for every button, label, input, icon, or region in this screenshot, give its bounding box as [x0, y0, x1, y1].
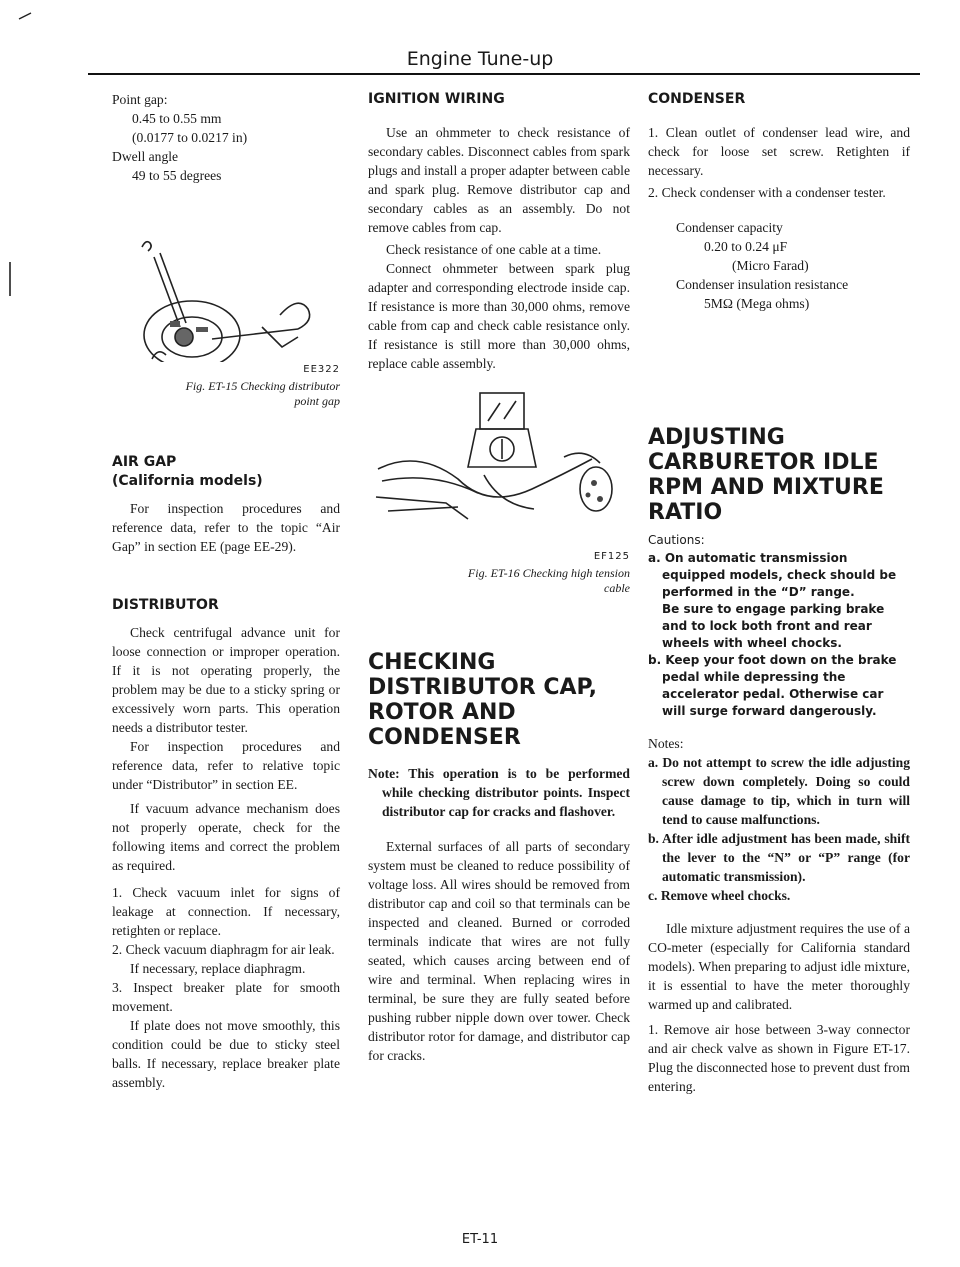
note-b: b. After idle adjustment has been made, shift the lever to the “N” or “P” range (for automatic transmission).: [648, 831, 910, 884]
scan-mark-top-left: [18, 12, 32, 20]
distributor-point-gap-figure: [112, 187, 340, 362]
fig-code-ef125: EF125: [593, 551, 630, 562]
distributor-item-1: 1. Check vacuum inlet for signs of leakage at connection. If necessary, retighten or replace.: [112, 885, 340, 938]
caution-a: a. On automatic transmission equipped models, check should be performed in the “D” range.: [648, 551, 897, 599]
column-middle: [368, 90, 630, 1065]
spec-capacity-value: 0.20 to 0.24 μF: [704, 239, 788, 254]
distributor-para-2: For inspection procedures and reference data, refer to relative topic under “Distributor” in section EE.: [112, 739, 340, 792]
fig-caption-et16-line1: Fig. ET-16 Checking high tension: [467, 566, 630, 580]
spec-dwell-value: 49 to 55 degrees: [132, 168, 222, 183]
ohmmeter-cable-figure: [368, 387, 630, 567]
air-gap-text: For inspection procedures and reference data, refer to the topic “Air Gap” in section EE (page EE-29).: [112, 501, 340, 554]
fig-caption-et15-line2: point gap: [294, 394, 340, 408]
section-heading-adjusting-line1: ADJUSTING: [648, 425, 785, 450]
column-right: [648, 90, 910, 1096]
section-heading-distributor: DISTRIBUTOR: [112, 597, 219, 613]
spec-dwell-label: Dwell angle: [112, 149, 179, 164]
section-heading-checking-cap-line3: ROTOR AND: [368, 700, 516, 725]
section-heading-adjusting-line3: RPM AND MIXTURE: [648, 475, 884, 500]
fig-caption-et15-line1: Fig. ET-15 Checking distributor: [185, 379, 340, 393]
section-heading-adjusting-line4: RATIO: [648, 500, 723, 525]
ignition-para-2: Check resistance of one cable at a time.: [386, 242, 602, 257]
column-left: [112, 90, 340, 1092]
page-header-title: Engine Tune-up: [406, 48, 554, 70]
distributor-item-3b: If plate does not move smoothly, this condition could be due to sticky steel balls. If necessary, replace breaker plate assembly.: [112, 1018, 340, 1090]
fig-caption-et16-line2: cable: [604, 581, 630, 595]
checking-para-1: External surfaces of all parts of secondary system must be cleaned to reduce possibility of voltage loss. All wires should be removed from distributor cap and coil so that terminals can be inspected and cleaned. Burned or corroded terminals indicate that wires are not fully seated, which causes arcing between end of wire and terminal. When replacing wires in terminal, be sure they are fully seated before pushing rubber nipple down over tower. Check distributor rotor for damage, and distributor cap for cracks.: [368, 839, 630, 1063]
section-subheading-california: (California models): [112, 473, 263, 489]
note-a: a. Do not attempt to screw the idle adjusting screw down completely. Doing so could cause damage to tip, which in turn will tend to cause malfunctions.: [648, 755, 910, 827]
section-heading-checking-cap-line4: CONDENSER: [368, 725, 521, 750]
fig-code-ee322: EE322: [303, 364, 340, 375]
spec-point-gap-label: Point gap:: [112, 92, 168, 107]
distributor-para-1: Check centrifugal advance unit for loose connection or improper operation. If it is not operating properly, the problem may be due to a sticky spring or excessively worn parts. This operation needs a distributor tester.: [112, 625, 340, 735]
distributor-para-3: If vacuum advance mechanism does not properly operate, check for the following items and correct the problem as required.: [112, 801, 340, 873]
section-heading-condenser: CONDENSER: [648, 91, 746, 107]
cautions-label: Cautions:: [648, 533, 705, 547]
section-heading-checking-cap-line1: CHECKING: [368, 650, 496, 675]
distributor-item-2b: If necessary, replace diaphragm.: [130, 961, 306, 976]
caution-a2: Be sure to engage parking brake and to lock both front and rear wheels with wheel chocks.: [662, 602, 885, 650]
scan-mark-left: [8, 262, 12, 296]
section-heading-adjusting-line2: CARBURETOR IDLE: [648, 450, 879, 475]
condenser-item-1: 1. Clean outlet of condenser lead wire, and check for loose set screw. Retighten if necessary.: [648, 125, 910, 178]
note-c: c. Remove wheel chocks.: [648, 888, 791, 903]
notes-label: Notes:: [648, 736, 684, 751]
header-rule: [88, 73, 920, 75]
idle-para-1: Idle mixture adjustment requires the use of a CO-meter (especially for California standard models). When preparing to adjust idle mixture, it is essential to have the meter thoroughly warmed up and calibrated.: [648, 921, 910, 1012]
spec-capacity-unit: (Micro Farad): [732, 258, 809, 273]
section-heading-checking-cap-line2: DISTRIBUTOR CAP,: [368, 675, 597, 700]
spec-insulation-value: 5MΩ (Mega ohms): [704, 296, 810, 311]
checking-note: Note: This operation is to be performed while checking distributor points. Inspect distributor cap for cracks and flashover.: [368, 766, 630, 819]
page-number: ET-11: [461, 1232, 499, 1247]
section-heading-air-gap: AIR GAP: [112, 454, 177, 470]
spec-capacity-label: Condenser capacity: [676, 220, 783, 235]
spec-point-gap-mm: 0.45 to 0.55 mm: [132, 111, 222, 126]
section-heading-ignition-wiring: IGNITION WIRING: [368, 91, 505, 107]
spec-insulation-label: Condenser insulation resistance: [676, 277, 849, 292]
condenser-item-2: 2. Check condenser with a condenser tester.: [648, 185, 886, 200]
spec-point-gap-in: (0.0177 to 0.0217 in): [132, 130, 248, 145]
caution-b: b. Keep your foot down on the brake pedal while depressing the accelerator pedal. Otherwise car will surge forward dangerously.: [648, 653, 897, 718]
ignition-para-1: Use an ohmmeter to check resistance of secondary cables. Disconnect cables from spark plugs and install a proper adapter between cable and spark plug. Remove distributor cap and secondary cables as an assembly. Do not remove cables from cap.: [368, 125, 630, 235]
idle-item-1: 1. Remove air hose between 3-way connector and air check valve as shown in Figure ET-17. Plug the disconnected hose to prevent dust from entering.: [648, 1022, 910, 1094]
distributor-item-3: 3. Inspect breaker plate for smooth movement.: [112, 980, 340, 1014]
distributor-item-2: 2. Check vacuum diaphragm for air leak.: [112, 942, 335, 957]
ignition-para-3: Connect ohmmeter between spark plug adapter and corresponding electrode inside cap. If resistance is more than 30,000 ohms, remove cable from cap and check cable resistance only. If resistance is still more than 30,000 ohms, replace cable assembly.: [368, 261, 630, 371]
